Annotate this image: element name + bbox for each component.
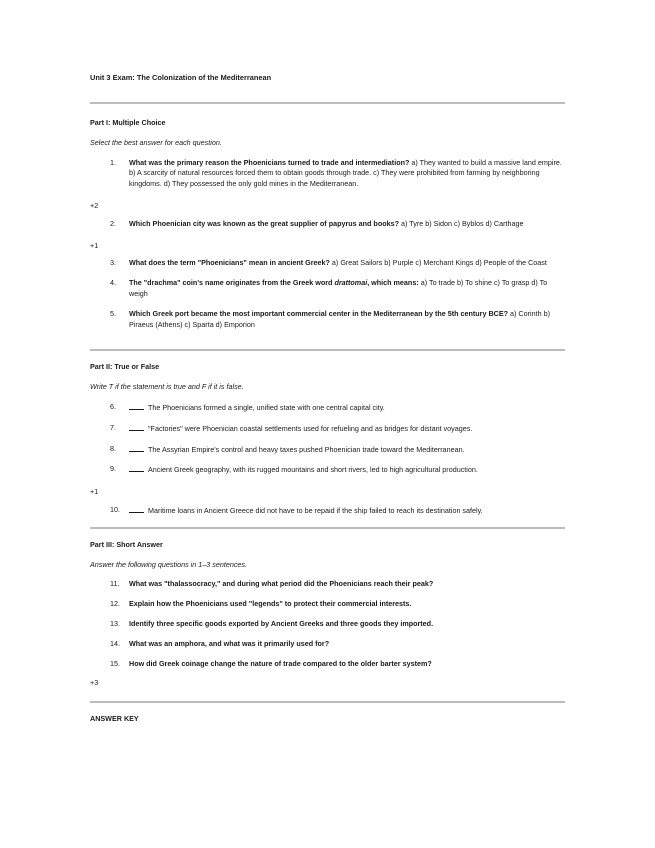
question-options: a) They wanted to build a massive land empire. b) A scarcity of natural resources forced them to obtain goods through trade. c) They were prohibited from farming by neighboring kingdoms. d) They possessed the only gold mines in the Mediterranean. [129,157,562,189]
question-text: What was an amphora, and what was it primarily used for? [129,638,330,648]
exam-page [90,72,565,725]
answer-blank[interactable] [129,464,144,472]
question-text: Identify three specific goods exported by Ancient Greeks and three goods they imported. [129,618,434,628]
section-divider [90,527,565,529]
question-number: 11. [110,579,120,589]
score-mark: +2 [90,200,99,210]
score-mark: +1 [90,240,99,250]
answer-key-title: ANSWER KEY [90,714,139,724]
part2-instructions: Write T if the statement is true and F if it is false. [90,382,244,392]
question-number: 4. [110,278,116,288]
question-options: a) Corinth b) Piraeus (Athens) c) Sparta d) Emporion [129,308,550,329]
question-3 [90,258,565,269]
question-13 [90,619,565,630]
question-15 [90,659,565,670]
question-number: 6. [110,401,116,411]
question-number: 13. [110,618,120,628]
question-number: 10. [110,504,120,514]
answer-blank[interactable] [129,402,144,410]
exam-title: Unit 3 Exam: The Colonization of the Mediterranean [90,73,272,82]
question-5 [90,309,565,331]
question-7 [90,423,565,435]
question-14 [90,639,565,650]
score-mark: +1 [90,487,99,497]
part3-title: Part III: Short Answer [90,539,163,549]
part3-instructions: Answer the following questions in 1–3 sentences. [90,559,248,569]
question-text: What was the primary reason the Phoenicians turned to trade and intermediation? [129,157,410,167]
part1-title: Part I: Multiple Choice [90,118,166,127]
section-divider [90,701,565,703]
statement-text: Maritime loans in Ancient Greece did not have to be repaid if the ship failed to reach its destination safely. [148,505,483,515]
question-number: 9. [110,464,116,474]
answer-blank[interactable] [129,444,144,452]
statement-text: "Factories" were Phoenician coastal settlements used for refueling and as bridges for distant voyages. [148,423,473,433]
part2-title: Part II: True or False [90,362,160,372]
question-text: How did Greek coinage change the nature of trade compared to the older barter system? [129,658,432,668]
question-number: 7. [110,422,116,432]
answer-blank[interactable] [129,505,144,513]
question-number: 1. [110,157,116,167]
question-number: 15. [110,658,120,668]
question-2 [90,219,565,230]
question-9 [90,464,565,476]
question-options: a) Great Sailors b) Purple c) Merchant Kings d) People of the Coast [329,258,547,268]
question-4 [90,278,565,300]
question-12 [90,599,565,610]
question-text: Which Greek port became the most important commercial center in the Mediterranean by the 5th century BCE? [129,308,509,318]
statement-text: The Phoenicians formed a single, unified state with one central capital city. [148,402,385,412]
score-mark: +3 [90,678,99,688]
question-number: 14. [110,638,120,648]
statement-text: Ancient Greek geography, with its rugged mountains and short rivers, led to high agricultural production. [148,465,478,475]
question-6 [90,402,565,414]
question-text: Which Phoenician city was known as the great supplier of papyrus and books? [129,218,399,228]
question-options: a) To trade b) To shine c) To grasp d) To weigh [129,278,548,298]
section-divider [90,102,565,104]
question-8 [90,444,565,456]
section-divider [90,349,565,351]
question-number: 3. [110,258,116,268]
question-number: 2. [110,218,116,228]
question-text: What does the term "Phoenicians" mean in ancient Greek? [129,258,330,268]
part1-instructions: Select the best answer for each question. [90,137,222,147]
question-options: a) Tyre b) Sidon c) Byblos d) Carthage [398,218,524,228]
question-text: The "drachma" coin's name originates from the Greek word drattomai, which means: [129,278,419,288]
question-10 [90,505,565,517]
question-1 [90,158,565,190]
statement-text: The Assyrian Empire's control and heavy taxes pushed Phoenician trade toward the Mediterranean. [148,444,465,454]
question-number: 5. [110,308,116,318]
question-text: Explain how the Phoenicians used "legends" to protect their commercial interests. [129,599,412,609]
answer-blank[interactable] [129,423,144,431]
question-text: What was "thalassocracy," and during what period did the Phoenicians reach their peak? [129,579,434,589]
question-number: 8. [110,443,116,453]
question-11 [90,579,565,590]
question-number: 12. [110,599,120,609]
